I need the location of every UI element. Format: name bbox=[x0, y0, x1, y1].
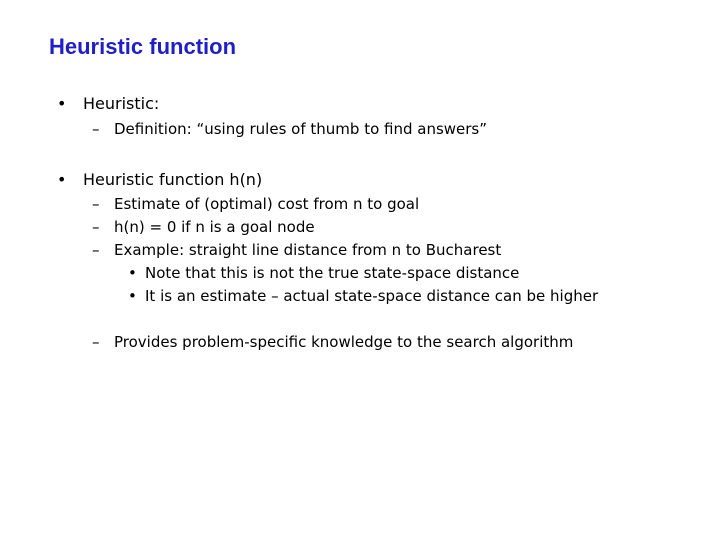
small-bullet-marker: • bbox=[128, 287, 137, 305]
small-bullet-marker: • bbox=[128, 264, 137, 282]
dash-marker: – bbox=[92, 120, 100, 138]
bullet-marker: • bbox=[57, 170, 67, 189]
subsub-item-estimate-higher: It is an estimate – actual state-space distance can be higher bbox=[145, 287, 599, 305]
sub-item-problem-specific: Provides problem-specific knowledge to the search algorithm bbox=[114, 333, 574, 351]
dash-marker: – bbox=[92, 241, 100, 259]
bullet-marker: • bbox=[57, 94, 67, 113]
bullet-heuristic: Heuristic: bbox=[83, 94, 160, 113]
sub-item-example: Example: straight line distance from n to Bucharest bbox=[114, 241, 502, 259]
dash-marker: – bbox=[92, 218, 100, 236]
sub-item-goal-node: h(n) = 0 if n is a goal node bbox=[114, 218, 315, 236]
dash-marker: – bbox=[92, 333, 100, 351]
subsub-item-note: Note that this is not the true state-space distance bbox=[145, 264, 520, 282]
sub-item-estimate: Estimate of (optimal) cost from n to goal bbox=[114, 195, 420, 213]
dash-marker: – bbox=[92, 195, 100, 213]
sub-item-definition: Definition: “using rules of thumb to find answers” bbox=[114, 120, 488, 138]
bullet-heuristic-function: Heuristic function h(n) bbox=[83, 170, 263, 189]
slide-title: Heuristic function bbox=[49, 34, 237, 59]
